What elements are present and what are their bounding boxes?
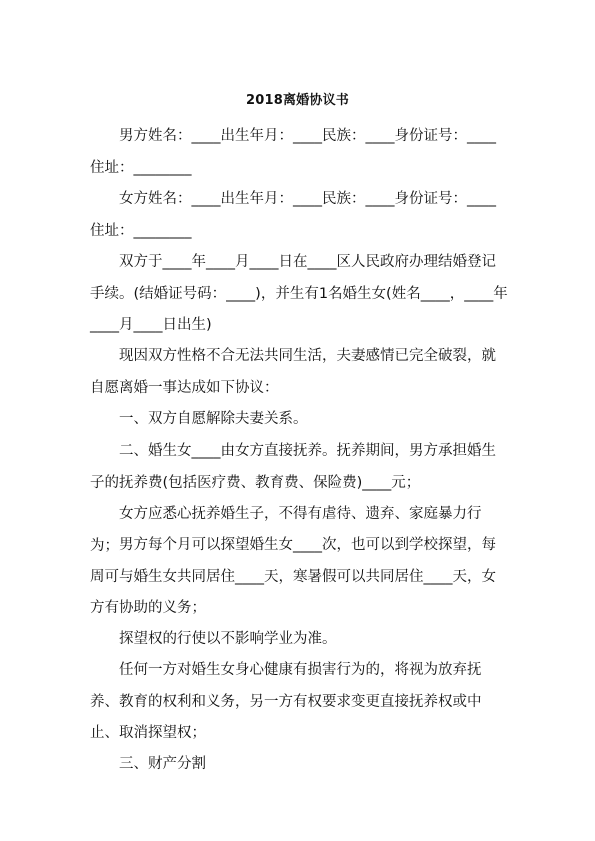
section-property-division: 三、财产分割 (119, 756, 206, 772)
clause-care-obligation: 女方应悉心抚养婚生子，不得有虐待、遗弃、家庭暴力行为； (90, 506, 482, 554)
clause-dissolve-marriage: 一、双方自愿解除夫妻关系。 (119, 411, 308, 427)
marriage-registration-info: 双方于____年____月____日在____区人民政府办理结婚登记手续。(结婚证号码：____)，并生有1名婚生女(姓名____，____年____月____日出生) (90, 254, 508, 333)
clause-child-custody: 二、婚生女____由女方直接抚养。抚养期间，男方承担婚生子的抚养费(包括医疗费、教育费、保险费)____元； (90, 443, 496, 491)
clause-visitation-limit: 探望权的行使以不影响学业为准。 (119, 631, 337, 647)
clause-custody-change: 任何一方对婚生女身心健康有损害行为的，将视为放弃抚养、教育的权利和义务，另一方有权要求变更直接抚养权或中止、取消探望权； (90, 662, 482, 741)
clause-visitation: 男方每个月可以探望婚生女____次，也可以到学校探望，每周可与婚生女共同居住____天，寒暑假可以共同居住____天，女方有协助的义务； (90, 537, 496, 616)
divorce-reason: 现因双方性格不合无法共同生活，夫妻感情已完全破裂，就自愿离婚一事达成如下协议： (90, 348, 496, 396)
male-party-info: 男方姓名：____出生年月：____民族：____身份证号：____住址：________ (90, 128, 496, 176)
document-title: 2018离婚协议书 (246, 93, 349, 108)
female-party-info: 女方姓名：____出生年月：____民族：____身份证号：____住址：________ (90, 191, 496, 239)
